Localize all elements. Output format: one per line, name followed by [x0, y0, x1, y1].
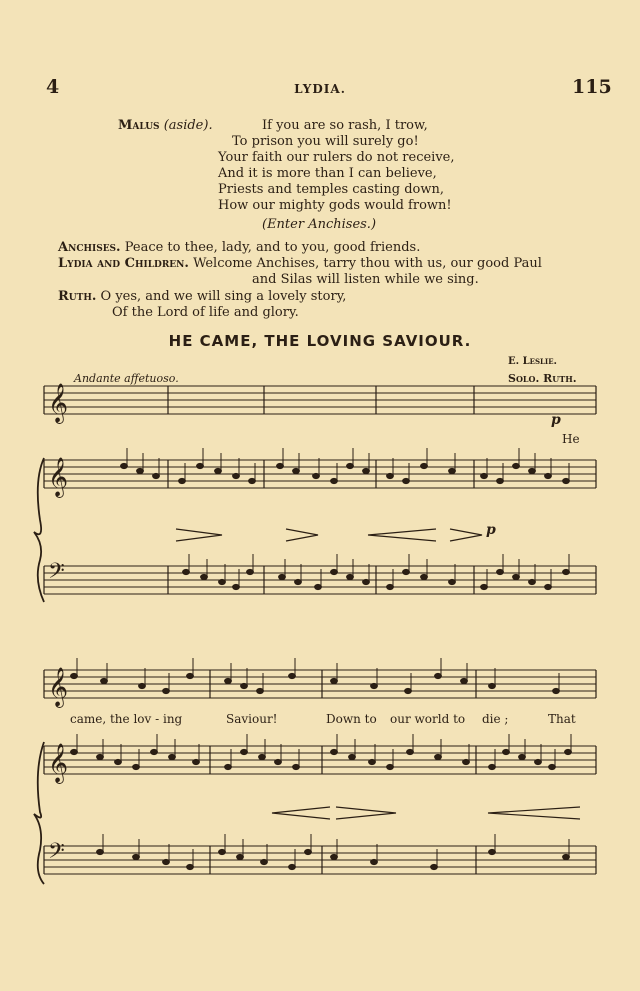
notehead — [519, 754, 526, 759]
notehead — [237, 854, 244, 859]
notehead — [247, 569, 254, 574]
notehead — [489, 764, 496, 769]
notehead — [545, 473, 552, 478]
composer: E. Leslie. — [508, 356, 558, 367]
chorus-line-2: and Silas will listen while we sing. — [252, 272, 479, 287]
notehead — [565, 749, 572, 754]
notehead — [513, 574, 520, 579]
notehead — [289, 673, 296, 678]
dynamic-p-voice: p — [551, 412, 561, 428]
song-title: HE CAME, THE LOVING SAVIOUR. — [168, 332, 472, 350]
notehead — [403, 569, 410, 574]
notehead — [489, 683, 496, 688]
notehead — [449, 468, 456, 473]
notehead — [261, 859, 268, 864]
crescendo-2 — [272, 807, 330, 819]
running-title: LYDIA. — [294, 82, 346, 96]
notehead — [193, 759, 200, 764]
notehead — [169, 754, 176, 759]
malus-speaker: Malus — [118, 118, 160, 133]
notehead — [363, 468, 370, 473]
malus-line-6: How our mighty gods would frown! — [218, 198, 452, 213]
ruth-line-2: Of the Lord of life and glory. — [112, 305, 299, 320]
notehead — [421, 574, 428, 579]
notehead — [563, 854, 570, 859]
notehead — [497, 569, 504, 574]
notehead — [535, 759, 542, 764]
notehead — [513, 463, 520, 468]
notehead — [71, 673, 78, 678]
braces — [34, 458, 44, 884]
malus-line-3: Your faith our rulers do not receive, — [218, 150, 455, 165]
notehead — [225, 764, 232, 769]
notehead — [151, 749, 158, 754]
notehead — [563, 478, 570, 483]
notehead — [529, 468, 536, 473]
page-number: 115 — [572, 76, 612, 98]
treble-clef: 𝄞 — [48, 743, 69, 783]
lyric-1: came, the lov - ing — [70, 712, 183, 726]
notehead — [497, 478, 504, 483]
decrescendo-4 — [336, 807, 396, 819]
notehead — [225, 678, 232, 683]
notehead — [387, 584, 394, 589]
notehead — [241, 683, 248, 688]
notehead — [331, 854, 338, 859]
notehead — [481, 584, 488, 589]
decrescendo-2 — [286, 529, 318, 541]
notehead — [197, 463, 204, 468]
notehead — [133, 854, 140, 859]
notehead — [275, 759, 282, 764]
notehead — [257, 688, 264, 693]
notehead — [249, 478, 256, 483]
notehead — [289, 864, 296, 869]
notehead — [179, 478, 186, 483]
notehead — [241, 749, 248, 754]
tempo-marking: Andante affetuoso. — [74, 372, 179, 385]
notehead — [121, 463, 128, 468]
notehead — [363, 579, 370, 584]
bass-clef: 𝄢 — [48, 839, 65, 869]
treble-clef: 𝄞 — [48, 667, 69, 707]
notehead — [435, 673, 442, 678]
notehead — [481, 473, 488, 478]
malus-line-4: And it is more than I can believe, — [218, 166, 437, 181]
anchises-speaker: Anchises. — [58, 240, 121, 255]
lyric-5: die ; — [482, 712, 509, 726]
notehead — [387, 764, 394, 769]
notehead — [331, 569, 338, 574]
dynamic-p-piano: p — [486, 522, 496, 538]
malus-direction: (aside). — [163, 118, 213, 133]
notes — [71, 448, 572, 870]
notehead — [449, 579, 456, 584]
notehead — [101, 678, 108, 683]
notehead — [347, 574, 354, 579]
notehead — [553, 688, 560, 693]
notehead — [279, 574, 286, 579]
lyric-3: Down to — [326, 712, 377, 726]
notehead — [133, 764, 140, 769]
notehead — [489, 849, 496, 854]
notehead — [163, 688, 170, 693]
bass-clef: 𝄢 — [48, 559, 65, 589]
decrescendo-1 — [176, 529, 222, 541]
notehead — [331, 678, 338, 683]
notehead — [187, 673, 194, 678]
notehead — [371, 683, 378, 688]
lyric-2: Saviour! — [226, 712, 278, 726]
notehead — [371, 859, 378, 864]
crescendo-3 — [488, 807, 580, 819]
left-page-number: 4 — [46, 76, 60, 98]
notehead — [305, 849, 312, 854]
chorus-text-1: Welcome Anchises, tarry thou with us, our good Paul — [193, 256, 542, 271]
notehead — [549, 764, 556, 769]
notehead — [187, 864, 194, 869]
notehead — [293, 468, 300, 473]
notehead — [183, 569, 190, 574]
decrescendo-3 — [450, 529, 482, 541]
notehead — [545, 584, 552, 589]
first-lyric: He — [562, 432, 580, 446]
treble-clef: 𝄞 — [48, 457, 69, 497]
notehead — [233, 473, 240, 478]
lyric-6: That — [548, 712, 576, 726]
notehead — [421, 463, 428, 468]
crescendo-1 — [368, 529, 436, 541]
notehead — [201, 574, 208, 579]
malus-line-5: Priests and temples casting down, — [218, 182, 445, 197]
notehead — [463, 759, 470, 764]
notehead — [71, 749, 78, 754]
notehead — [435, 754, 442, 759]
notehead — [139, 683, 146, 688]
chorus-speaker: Lydia and Children. — [58, 256, 189, 271]
notehead — [349, 754, 356, 759]
ruth-text-1: O yes, and we will sing a lovely story, — [100, 289, 347, 304]
notehead — [295, 579, 302, 584]
notehead — [219, 579, 226, 584]
notehead — [115, 759, 122, 764]
notehead — [331, 478, 338, 483]
notehead — [215, 468, 222, 473]
solo-label: Solo. Ruth. — [508, 372, 577, 385]
notehead — [503, 749, 510, 754]
malus-line-1: If you are so rash, I trow, — [262, 118, 428, 133]
notehead — [293, 764, 300, 769]
stage-direction: (Enter Anchises.) — [262, 217, 377, 232]
notehead — [403, 478, 410, 483]
notehead — [153, 473, 160, 478]
notehead — [331, 749, 338, 754]
treble-clef: 𝄞 — [48, 383, 69, 423]
notehead — [347, 463, 354, 468]
notehead — [563, 569, 570, 574]
notehead — [461, 678, 468, 683]
notehead — [315, 584, 322, 589]
notehead — [259, 754, 266, 759]
notehead — [97, 754, 104, 759]
notehead — [405, 688, 412, 693]
notehead — [529, 579, 536, 584]
notehead — [369, 759, 376, 764]
ruth-speaker: Ruth. — [58, 289, 97, 304]
notehead — [219, 849, 226, 854]
anchises-text: Peace to thee, lady, and to you, good friends. — [124, 240, 421, 255]
notehead — [233, 584, 240, 589]
notehead — [277, 463, 284, 468]
notehead — [407, 749, 414, 754]
notehead — [163, 859, 170, 864]
malus-line-2: To prison you will surely go! — [232, 134, 419, 149]
notehead — [387, 473, 394, 478]
notehead — [97, 849, 104, 854]
clefs — [48, 383, 68, 869]
notehead — [313, 473, 320, 478]
notehead — [137, 468, 144, 473]
lyric-4: our world to — [390, 712, 466, 726]
notehead — [431, 864, 438, 869]
